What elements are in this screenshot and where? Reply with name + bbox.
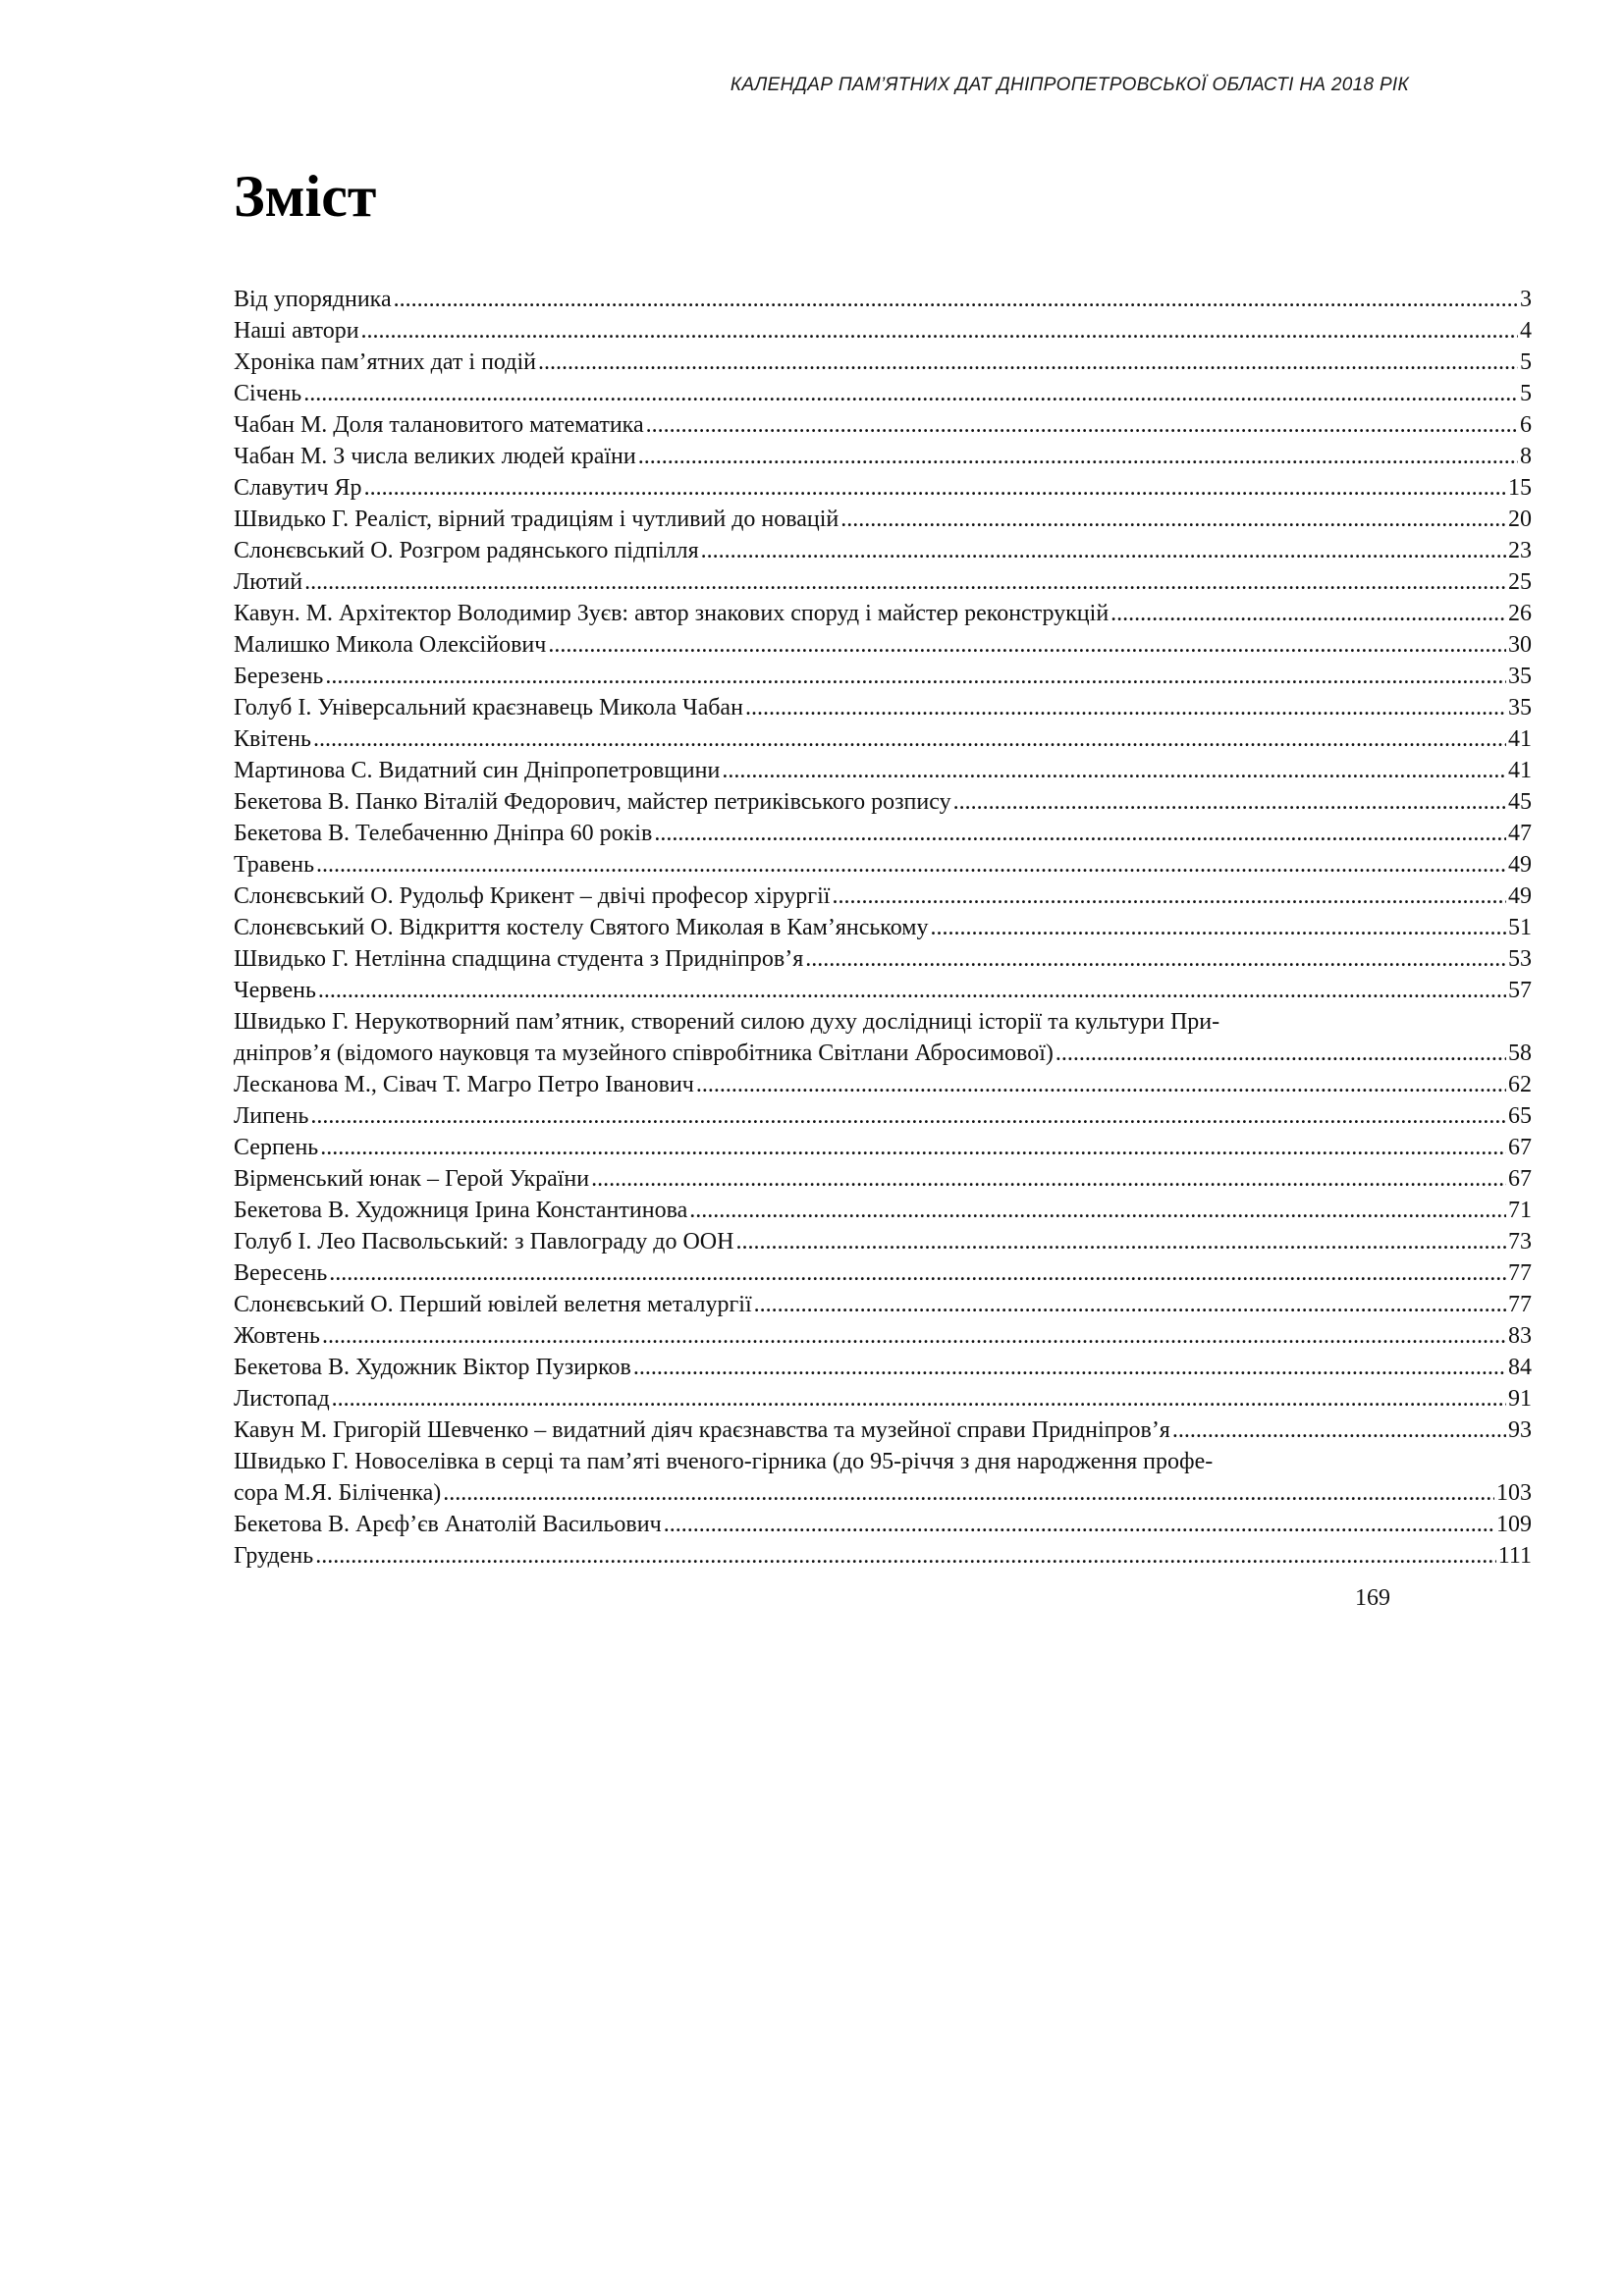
toc-entry (234, 1257, 1532, 1289)
toc-entry-title: Слонєвський О. Відкриття костелу Святого Миколая в Кам’янському (234, 915, 929, 940)
toc-row (234, 598, 1532, 629)
toc-row (234, 1226, 1532, 1257)
toc-entry-page: 35 (1508, 695, 1532, 721)
toc-entry-title: Швидько Г. Нетлінна спадщина студента з Придніпров’я (234, 946, 804, 972)
toc-dot-leader (332, 1383, 1506, 1415)
toc-row (234, 1415, 1532, 1446)
toc-row (234, 1100, 1532, 1132)
toc-entry-page: 83 (1508, 1323, 1532, 1349)
toc-row (234, 1509, 1532, 1540)
toc-entry (234, 441, 1532, 472)
toc-entry-page: 58 (1508, 1041, 1532, 1066)
toc-dot-leader (325, 661, 1506, 692)
toc-row (234, 535, 1532, 566)
toc-entry-title: Грудень (234, 1543, 314, 1569)
toc-dot-leader (313, 723, 1506, 755)
toc-entry-page: 41 (1508, 758, 1532, 783)
toc-entry-title: Швидько Г. Новоселівка в серці та пам’яті вченого-гірника (до 95-річчя з дня народження профе- (234, 1449, 1214, 1474)
toc-dot-leader (832, 881, 1506, 912)
toc-entry (234, 504, 1532, 535)
toc-entry-page: 71 (1508, 1198, 1532, 1223)
toc-entry (234, 1415, 1532, 1446)
toc-entry-page: 15 (1508, 475, 1532, 501)
toc-entry (234, 1352, 1532, 1383)
toc-dot-leader (443, 1477, 1494, 1509)
toc-entry (234, 912, 1532, 943)
toc-row (234, 755, 1532, 786)
toc-dot-leader (701, 535, 1506, 566)
table-of-contents (234, 284, 1532, 1572)
toc-entry (234, 347, 1532, 378)
toc-entry-title: Вірменський юнак – Герой України (234, 1166, 590, 1192)
toc-row (234, 315, 1532, 347)
toc-entry-title: Серпень (234, 1135, 319, 1160)
toc-entry-title: Славутич Яр (234, 475, 362, 501)
toc-entry-title: Швидько Г. Нерукотворний пам’ятник, створений силою духу дослідниці історії та культури При- (234, 1009, 1220, 1035)
toc-row (234, 1477, 1532, 1509)
toc-row (234, 1038, 1532, 1069)
toc-entry-page: 5 (1520, 349, 1532, 375)
toc-entry-page: 62 (1508, 1072, 1532, 1097)
toc-entry (234, 818, 1532, 849)
toc-entry (234, 1163, 1532, 1195)
toc-entry-title: дніпров’я (відомого науковця та музейного співробітника Світлани Абросимової) (234, 1041, 1054, 1066)
toc-entry (234, 975, 1532, 1006)
toc-dot-leader (591, 1163, 1506, 1195)
toc-entry-title: Голуб І. Лео Пасвольський: з Павлограду до ООН (234, 1229, 734, 1255)
running-header: КАЛЕНДАР ПАМ’ЯТНИХ ДАТ ДНІПРОПЕТРОВСЬКОЇ ОБЛАСТІ НА 2018 РІК (730, 75, 1409, 95)
toc-entry (234, 1069, 1532, 1100)
toc-entry-page: 30 (1508, 632, 1532, 658)
toc-dot-leader (840, 504, 1506, 535)
toc-row (234, 786, 1532, 818)
toc-entry-title: Квітень (234, 726, 311, 752)
toc-entry-page: 93 (1508, 1417, 1532, 1443)
toc-entry-title: Лесканова М., Сівач Т. Магро Петро Іванович (234, 1072, 694, 1097)
toc-row (234, 472, 1532, 504)
toc-entry-title: Лютий (234, 569, 303, 595)
toc-entry-title: Бекетова В. Арєф’єв Анатолій Васильович (234, 1512, 662, 1537)
toc-entry-page: 91 (1508, 1386, 1532, 1412)
toc-entry (234, 315, 1532, 347)
toc-entry (234, 881, 1532, 912)
toc-dot-leader (689, 1195, 1506, 1226)
toc-row (234, 723, 1532, 755)
toc-entry-title: Чабан М. Доля талановитого математика (234, 412, 644, 438)
toc-entry-title: Січень (234, 381, 302, 406)
toc-entry-page: 49 (1508, 852, 1532, 878)
toc-entry-page: 45 (1508, 789, 1532, 815)
toc-row (234, 849, 1532, 881)
toc-dot-leader (310, 1100, 1506, 1132)
toc-entry-page: 6 (1520, 412, 1532, 438)
toc-entry-page: 77 (1508, 1260, 1532, 1286)
toc-dot-leader (638, 441, 1518, 472)
toc-row (234, 1383, 1532, 1415)
toc-entry-page: 67 (1508, 1135, 1532, 1160)
toc-entry-title: Слонєвський О. Перший ювілей велетня металургії (234, 1292, 752, 1317)
toc-entry-title: Слонєвський О. Розгром радянського підпілля (234, 538, 699, 563)
toc-entry-title: Малишко Микола Олексійович (234, 632, 547, 658)
toc-entry (234, 692, 1532, 723)
toc-row (234, 1195, 1532, 1226)
toc-entry-title: Кавун М. Григорій Шевченко – видатний діяч краєзнавства та музейної справи Придніпров’я (234, 1417, 1170, 1443)
toc-entry-title: Липень (234, 1103, 309, 1129)
toc-row (234, 409, 1532, 441)
toc-entry-page: 57 (1508, 978, 1532, 1003)
toc-entry-title: Бекетова В. Панко Віталій Федорович, майстер петриківського розпису (234, 789, 951, 815)
toc-row (234, 692, 1532, 723)
toc-dot-leader (322, 1320, 1506, 1352)
toc-dot-leader (394, 284, 1518, 315)
toc-dot-leader (745, 692, 1506, 723)
toc-entry-page: 49 (1508, 883, 1532, 909)
toc-dot-leader (548, 629, 1506, 661)
toc-entry-title: Наші автори (234, 318, 359, 344)
toc-entry-page: 8 (1520, 444, 1532, 469)
toc-row (234, 661, 1532, 692)
toc-row (234, 1352, 1532, 1383)
toc-entry-page: 77 (1508, 1292, 1532, 1317)
toc-entry-page: 26 (1508, 601, 1532, 626)
toc-dot-leader (538, 347, 1518, 378)
toc-entry-page: 23 (1508, 538, 1532, 563)
toc-entry (234, 755, 1532, 786)
toc-dot-leader (735, 1226, 1506, 1257)
toc-entry-title: Бекетова В. Художниця Ірина Константинова (234, 1198, 688, 1223)
toc-dot-leader (316, 849, 1506, 881)
toc-entry-title: Жовтень (234, 1323, 320, 1349)
toc-entry-page: 65 (1508, 1103, 1532, 1129)
toc-dot-leader (320, 1132, 1506, 1163)
toc-entry (234, 943, 1532, 975)
toc-dot-leader (664, 1509, 1494, 1540)
toc-row (234, 504, 1532, 535)
toc-entry-title: Хроніка пам’ятних дат і подій (234, 349, 536, 375)
toc-entry (234, 1226, 1532, 1257)
toc-row (234, 1289, 1532, 1320)
toc-row (234, 1132, 1532, 1163)
toc-entry (234, 535, 1532, 566)
toc-dot-leader (754, 1289, 1506, 1320)
toc-entry-title: Травень (234, 852, 315, 878)
toc-row (234, 1257, 1532, 1289)
toc-dot-leader (722, 755, 1506, 786)
toc-entry-title: Бекетова В. Телебаченню Дніпра 60 років (234, 821, 653, 846)
toc-row (234, 943, 1532, 975)
toc-entry-title: Чабан М. З числа великих людей країни (234, 444, 636, 469)
toc-entry (234, 409, 1532, 441)
toc-entry-title: Голуб І. Універсальний краєзнавець Микола Чабан (234, 695, 743, 721)
toc-entry-title: Швидько Г. Реаліст, вірний традиціям і чутливий до новацій (234, 507, 839, 532)
toc-dot-leader (1110, 598, 1506, 629)
toc-entry-page: 47 (1508, 821, 1532, 846)
toc-entry-page: 20 (1508, 507, 1532, 532)
toc-entry (234, 1509, 1532, 1540)
toc-entry (234, 566, 1532, 598)
toc-entry-title: Бекетова В. Художник Віктор Пузирков (234, 1355, 631, 1380)
toc-entry-page: 111 (1497, 1543, 1532, 1569)
toc-entry-title: Березень (234, 664, 324, 689)
toc-entry (234, 723, 1532, 755)
toc-dot-leader (1172, 1415, 1506, 1446)
toc-entry-page: 73 (1508, 1229, 1532, 1255)
toc-dot-leader (633, 1352, 1506, 1383)
toc-entry-page: 3 (1520, 287, 1532, 312)
toc-row (234, 975, 1532, 1006)
toc-entry-page: 53 (1508, 946, 1532, 972)
toc-row (234, 1069, 1532, 1100)
toc-dot-leader (953, 786, 1506, 818)
toc-dot-leader (364, 472, 1506, 504)
toc-dot-leader (646, 409, 1518, 441)
toc-entry (234, 1540, 1532, 1572)
toc-dot-leader (1056, 1038, 1506, 1069)
toc-entry-page: 103 (1496, 1480, 1532, 1506)
toc-entry (234, 1195, 1532, 1226)
toc-row (234, 566, 1532, 598)
toc-row (234, 629, 1532, 661)
toc-entry-title: Слонєвський О. Рудольф Крикент – двічі професор хірургії (234, 883, 831, 909)
toc-row (234, 347, 1532, 378)
toc-entry-page: 109 (1496, 1512, 1532, 1537)
toc-entry (234, 378, 1532, 409)
toc-entry-title: Мартинова С. Видатний син Дніпропетровщини (234, 758, 721, 783)
toc-entry-page: 51 (1508, 915, 1532, 940)
toc-dot-leader (654, 818, 1506, 849)
toc-dot-leader (318, 975, 1506, 1006)
toc-dot-leader (304, 566, 1506, 598)
page-number: 169 (1355, 1585, 1390, 1611)
toc-entry-title: Вересень (234, 1260, 328, 1286)
toc-dot-leader (329, 1257, 1506, 1289)
toc-entry-page: 25 (1508, 569, 1532, 595)
toc-entry (234, 1100, 1532, 1132)
toc-row (234, 1320, 1532, 1352)
toc-entry-title: Червень (234, 978, 316, 1003)
toc-entry (234, 1289, 1532, 1320)
toc-dot-leader (930, 912, 1506, 943)
toc-entry (234, 1383, 1532, 1415)
toc-entry (234, 1132, 1532, 1163)
toc-dot-leader (315, 1540, 1496, 1572)
toc-entry-page: 5 (1520, 381, 1532, 406)
toc-row (234, 1163, 1532, 1195)
toc-dot-leader (696, 1069, 1506, 1100)
toc-entry (234, 284, 1532, 315)
toc-entry (234, 849, 1532, 881)
toc-entry-title: Кавун. М. Архітектор Володимир Зуєв: автор знакових споруд і майстер реконструкцій (234, 601, 1110, 626)
toc-entry-page: 84 (1508, 1355, 1532, 1380)
toc-row (234, 378, 1532, 409)
toc-entry-title: сора М.Я. Біліченка) (234, 1480, 442, 1506)
toc-entry-page: 41 (1508, 726, 1532, 752)
toc-entry-title: Листопад (234, 1386, 330, 1412)
toc-entry (234, 598, 1532, 629)
page-title: Зміст (234, 164, 377, 229)
toc-row (234, 912, 1532, 943)
toc-entry (234, 1320, 1532, 1352)
toc-row (234, 441, 1532, 472)
toc-dot-leader (805, 943, 1506, 975)
toc-entry-page: 35 (1508, 664, 1532, 689)
toc-entry (234, 786, 1532, 818)
toc-dot-leader (361, 315, 1518, 347)
toc-row (234, 1540, 1532, 1572)
toc-entry-page: 67 (1508, 1166, 1532, 1192)
toc-entry-page: 4 (1520, 318, 1532, 344)
toc-entry (234, 1006, 1532, 1069)
toc-entry (234, 472, 1532, 504)
toc-row (234, 881, 1532, 912)
toc-entry (234, 1446, 1532, 1509)
toc-dot-leader (303, 378, 1518, 409)
toc-entry-title: Від упорядника (234, 287, 392, 312)
toc-row (234, 818, 1532, 849)
toc-row (234, 284, 1532, 315)
toc-entry (234, 661, 1532, 692)
toc-entry (234, 629, 1532, 661)
